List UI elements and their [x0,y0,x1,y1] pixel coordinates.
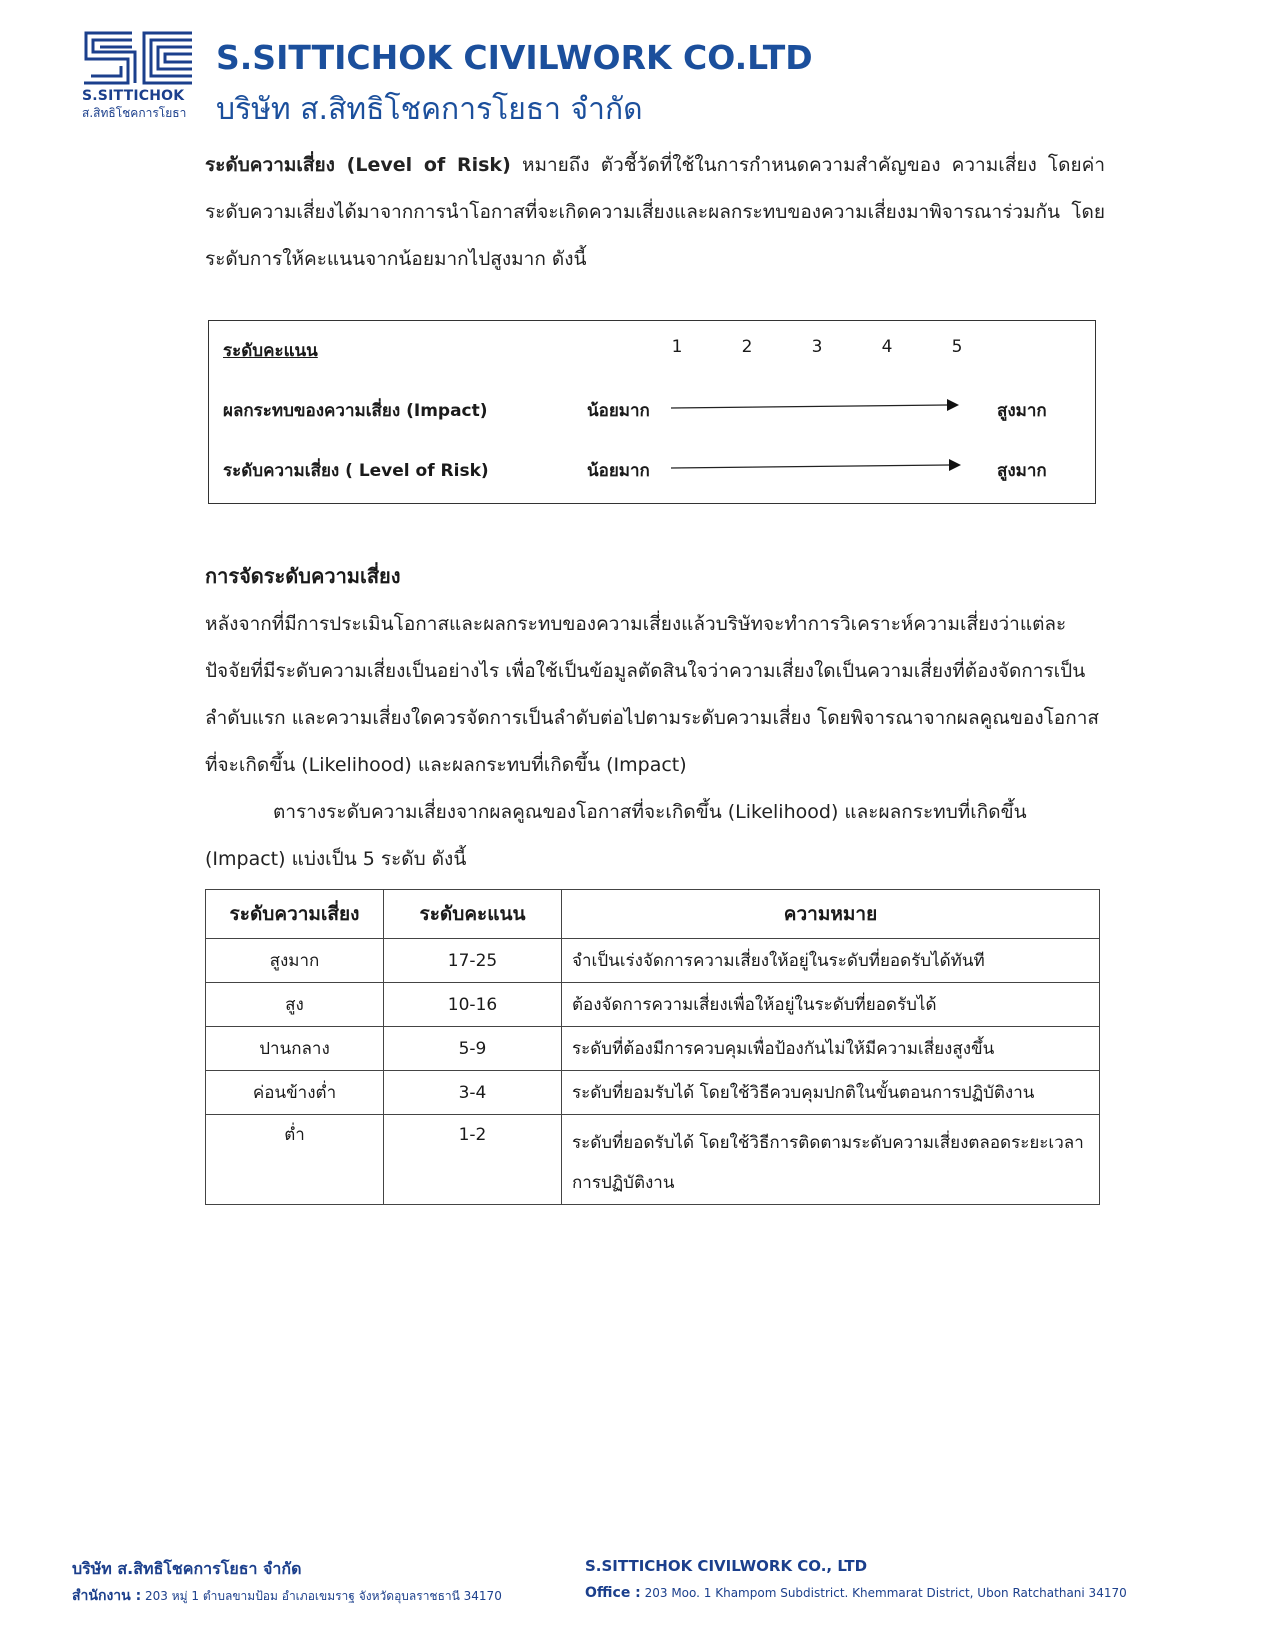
footer-office-label-en: Office : [585,1585,641,1601]
sc-logo-icon [82,30,194,86]
risk-level-cell: สูงมาก [206,939,384,983]
table-row [206,983,1100,1027]
section-paragraph [205,601,1105,883]
scale-score: 1 [671,337,683,357]
section-paragraph-2: ตารางระดับความเสี่ยงจากผลคูณของโอกาสที่จะเกิดขึ้น (Likelihood) และผลกระทบที่เกิดขึ้น (Impact) แบ่งเป็น 5 ระดับ ดังนี้ [205,801,1027,870]
impact-label: ผลกระทบของความเสี่ยง (Impact) [223,401,488,421]
scale-score: 2 [741,337,753,357]
intro-paragraph [205,142,1105,283]
risk-arrow-icon [671,459,961,471]
score-cell: 10-16 [384,983,562,1027]
header-risk-level: ระดับความเสี่ยง [206,890,384,939]
impact-low-label: น้อยมาก [587,401,650,421]
impact-arrow-icon [671,399,959,411]
header-meaning: ความหมาย [562,890,1100,939]
meaning-cell: ระดับที่ยอดรับได้ โดยใช้วิธีการติดตามระดับความเสี่ยงตลอดระยะเวลาการปฏิบัติงาน [562,1115,1100,1205]
table-row [206,1071,1100,1115]
score-cell: 5-9 [384,1027,562,1071]
intro-definition: หมายถึง ตัวชี้วัดที่ใช้ในการกำหนดความสำคัญของ ความเสี่ยง โดยค่าระดับความเสี่ยงได้มาจากการนำโอกาสที่จะเกิดความเสี่ยงและผลกระทบของความเสี่ยงมาพิจารณาร่วมกัน โดยระดับการให้คะแนนจากน้อยมากไปสูงมาก ดังนี้ [205,154,1105,270]
risk-level-table [205,889,1100,1205]
table-row [206,939,1100,983]
footer-company-en: S.SITTICHOK CIVILWORK CO., LTD [585,1557,868,1575]
footer-address-en [585,1585,1127,1601]
company-name-th: บริษัท ส.สิทธิโชคการโยธา จำกัด [216,92,643,127]
risk-high-label: สูงมาก [997,461,1047,481]
risk-low-label: น้อยมาก [587,461,650,481]
footer-address-th [72,1585,502,1607]
score-cell: 17-25 [384,939,562,983]
meaning-cell: ระดับที่ต้องมีการควบคุมเพื่อป้องกันไม่ให้มีความเสี่ยงสูงขึ้น [562,1027,1100,1071]
risk-level-cell: สูง [206,983,384,1027]
scale-arrows [209,321,1097,505]
score-cell: 3-4 [384,1071,562,1115]
table-row [206,1027,1100,1071]
score-cell: 1-2 [384,1115,562,1205]
scale-header-label: ระดับคะแนน [223,341,318,361]
footer-office-label-th: สำนักงาน : [72,1588,142,1604]
logo-text-th: ส.สิทธิโชคการโยธา [82,106,187,120]
footer-company-th: บริษัท ส.สิทธิโชคการโยธา จำกัด [72,1559,302,1578]
table-row [206,1115,1100,1205]
header-score: ระดับคะแนน [384,890,562,939]
risk-level-cell: ค่อนข้างต่ำ [206,1071,384,1115]
risk-level-cell: ปานกลาง [206,1027,384,1071]
impact-high-label: สูงมาก [997,401,1047,421]
risk-level-label: ระดับความเสี่ยง ( Level of Risk) [223,461,489,481]
logo-text-en: S.SITTICHOK [82,88,185,104]
meaning-cell: ระดับที่ยอมรับได้ โดยใช้วิธีควบคุมปกติในขั้นตอนการปฏิบัติงาน [562,1071,1100,1115]
footer-address-th-text: 203 หมู่ 1 ตำบลขามป้อม อำเภอเขมราฐ จังหวัดอุบลราชธานี 34170 [145,1589,502,1603]
scale-score: 3 [811,337,823,357]
risk-level-cell: ต่ำ [206,1115,384,1205]
score-scale-box [208,320,1096,504]
intro-term: ระดับความเสี่ยง (Level of Risk) [205,154,511,176]
scale-score: 5 [951,337,963,357]
meaning-cell: จำเป็นเร่งจัดการความเสี่ยงให้อยู่ในระดับที่ยอดรับได้ทันที [562,939,1100,983]
section-paragraph-1: หลังจากที่มีการประเมินโอกาสและผลกระทบของความเสี่ยงแล้วบริษัทจะทำการวิเคราะห์ความเสี่ยงว่าแต่ละปัจจัยที่มีระดับความเสี่ยงเป็นอย่างไร เพื่อใช้เป็นข้อมูลตัดสินใจว่าความเสี่ยงใดเป็นความเสี่ยงที่ต้องจัดการเป็นลำดับแรก และความเสี่ยงใดควรจัดการเป็นลำดับต่อไปตามระดับความเสี่ยง โดยพิจารณาจากผลคูณของโอกาสที่จะเกิดขึ้น (Likelihood) และผลกระทบที่เกิดขึ้น (Impact) [205,613,1099,776]
company-name-en: S.SITTICHOK CIVILWORK CO.LTD [216,38,813,77]
footer-address-en-text: 203 Moo. 1 Khampom Subdistrict. Khemmarat District, Ubon Ratchathani 34170 [644,1586,1127,1600]
scale-score: 4 [881,337,893,357]
table-header-row [206,890,1100,939]
company-logo [82,30,202,123]
meaning-cell: ต้องจัดการความเสี่ยงเพื่อให้อยู่ในระดับที่ยอดรับได้ [562,983,1100,1027]
section-heading: การจัดระดับความเสี่ยง [205,564,401,588]
